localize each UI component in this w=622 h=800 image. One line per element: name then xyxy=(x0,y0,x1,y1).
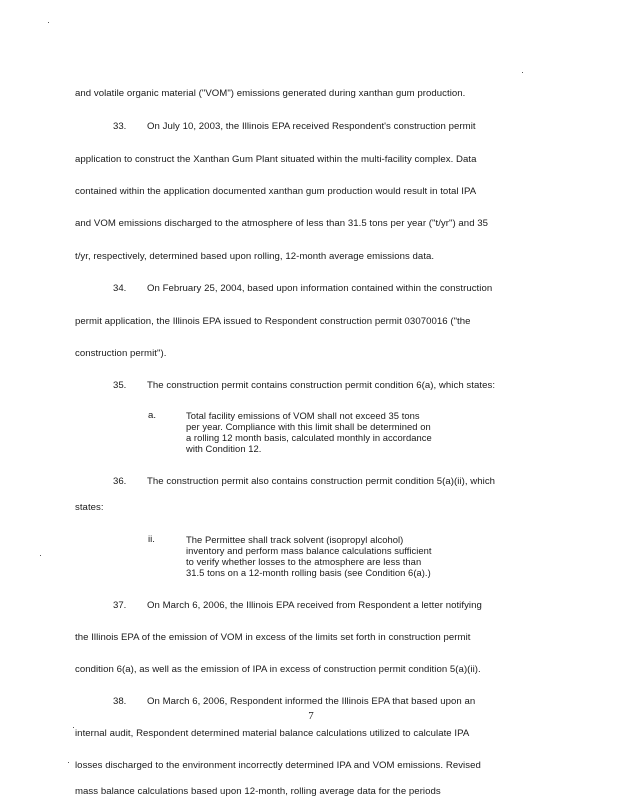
paragraph-number: 38. xyxy=(113,696,127,707)
paragraph-38-line: internal audit, Respondent determined material balance calculations utilized to calculate IPA xyxy=(75,728,470,739)
paragraph-number: 33. xyxy=(113,121,127,132)
quote-marker: a. xyxy=(148,410,157,421)
paragraph-33-line: t/yr, respectively, determined based upon rolling, 12-month average emissions data. xyxy=(75,251,435,262)
paragraph-33-line: contained within the application documented xanthan gum production would result in total IPA xyxy=(75,186,477,197)
paragraph-37-line: the Illinois EPA of the emission of VOM in excess of the limits set forth in construction permit xyxy=(75,632,471,643)
paragraph-number: 36. xyxy=(113,476,127,487)
quote-line: inventory and perform mass balance calculations sufficient xyxy=(186,545,432,556)
quote-line: The Permittee shall track solvent (isopropyl alcohol) xyxy=(186,534,404,545)
paragraph-38-line: losses discharged to the environment incorrectly determined IPA and VOM emissions. Revised xyxy=(75,760,481,771)
quote-line: to verify whether losses to the atmosphere are less than xyxy=(186,556,422,567)
paragraph-37-line: On March 6, 2006, the Illinois EPA received from Respondent a letter notifying xyxy=(147,600,482,611)
paragraph-number: 34. xyxy=(113,283,127,294)
paragraph-38-line: On March 6, 2006, Respondent informed the Illinois EPA that based upon an xyxy=(147,696,476,707)
page-number: 7 xyxy=(308,710,314,722)
quote-line: 31.5 tons on a 12-month rolling basis (see Condition 6(a).) xyxy=(186,567,431,578)
quote-line: with Condition 12. xyxy=(186,443,262,454)
scan-speck xyxy=(68,762,69,763)
paragraph-33-line: and VOM emissions discharged to the atmosphere of less than 31.5 tons per year ("t/yr") and 35 xyxy=(75,218,489,229)
paragraph-34-line: permit application, the Illinois EPA issued to Respondent construction permit 03070016 ("the xyxy=(75,316,471,327)
paragraph-38-line: mass balance calculations based upon 12-month, rolling average data for the periods xyxy=(75,786,441,797)
quote-line: per year. Compliance with this limit shall be determined on xyxy=(186,421,431,432)
paragraph-36-line: The construction permit also contains construction permit condition 5(a)(ii), which xyxy=(147,476,496,487)
paragraph-36-line: states: xyxy=(75,502,104,513)
paragraph-34-line: On February 25, 2004, based upon information contained within the construction xyxy=(147,283,493,294)
scan-speck xyxy=(48,22,49,23)
quote-line: a rolling 12 month basis, calculated monthly in accordance xyxy=(186,432,432,443)
paragraph-number: 37. xyxy=(113,600,127,611)
paragraph-34-line: construction permit"). xyxy=(75,348,167,359)
quote-line: Total facility emissions of VOM shall not exceed 35 tons xyxy=(186,410,420,421)
intro-line: and volatile organic material ("VOM") emissions generated during xanthan gum production. xyxy=(75,88,466,99)
paragraph-33-line: On July 10, 2003, the Illinois EPA received Respondent's construction permit xyxy=(147,121,476,132)
paragraph-35-line: The construction permit contains construction permit condition 6(a), which states: xyxy=(147,380,496,391)
paragraph-number: 35. xyxy=(113,380,127,391)
scan-speck xyxy=(73,727,74,728)
paragraph-33-line: application to construct the Xanthan Gum Plant situated within the multi-facility complex. Data xyxy=(75,154,477,165)
paragraph-37-line: condition 6(a), as well as the emission of IPA in excess of construction permit condition 5(a)(ii). xyxy=(75,664,481,675)
scan-speck xyxy=(522,72,523,73)
quote-marker: ii. xyxy=(148,534,155,545)
scan-speck xyxy=(40,555,41,556)
